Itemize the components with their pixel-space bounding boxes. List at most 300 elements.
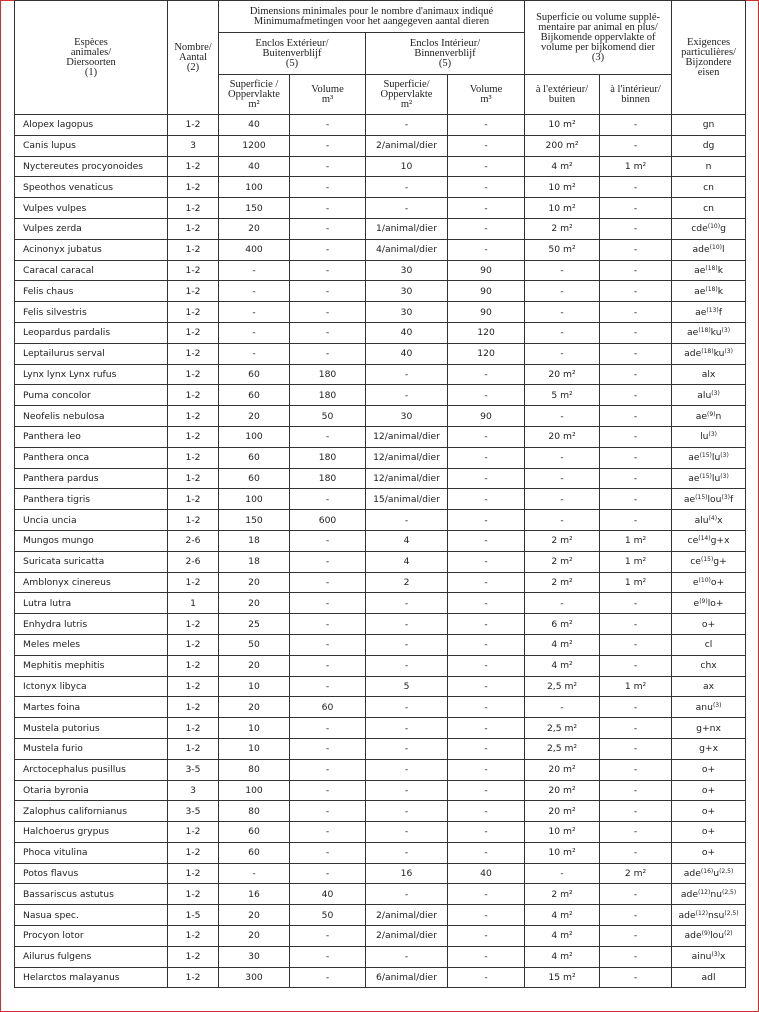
- indoor-surface-cell: -: [366, 614, 448, 635]
- indoor-surface-cell: 16: [366, 863, 448, 884]
- requirements-cell: gn: [672, 115, 746, 136]
- species-cell: Felis silvestris: [15, 302, 168, 323]
- table-row: [15, 842, 746, 863]
- requirement-code: ainu: [691, 951, 712, 963]
- table-row: [15, 593, 746, 614]
- outdoor-surface-cell: 10: [219, 718, 290, 739]
- extra-indoor-cell: -: [600, 177, 672, 198]
- indoor-volume-cell: -: [448, 697, 525, 718]
- count-cell: 1-2: [168, 572, 219, 593]
- footnote-ref: (2,5): [719, 868, 734, 876]
- indoor-volume-cell: -: [448, 926, 525, 947]
- outdoor-surface-cell: 40: [219, 115, 290, 136]
- indoor-surface-cell: 10: [366, 156, 448, 177]
- species-cell: Amblonyx cinereus: [15, 572, 168, 593]
- extra-indoor-cell: 1 m²: [600, 530, 672, 551]
- footnote-ref: (9): [699, 597, 708, 605]
- requirements-header: Exigences particulières/ Bijzondere eisen: [672, 1, 746, 115]
- extra-indoor-cell: -: [600, 634, 672, 655]
- requirement-code: ae: [687, 327, 699, 339]
- species-cell: Procyon lotor: [15, 926, 168, 947]
- requirements-cell: adl: [672, 967, 746, 988]
- indoor-surface-cell: 4/animal/dier: [366, 239, 448, 260]
- indoor-surface-cell: -: [366, 115, 448, 136]
- table-row: [15, 343, 746, 364]
- indoor-volume-cell: -: [448, 593, 525, 614]
- outdoor-volume-cell: -: [290, 655, 366, 676]
- extra-indoor-cell: -: [600, 884, 672, 905]
- extra-indoor-cell: -: [600, 510, 672, 531]
- footnote-ref: (12): [698, 888, 711, 896]
- indoor-volume-cell: -: [448, 135, 525, 156]
- count-header: Nombre/ Aantal (2): [168, 1, 219, 115]
- footnote-ref: (15): [700, 556, 714, 564]
- indoor-surface-cell: -: [366, 385, 448, 406]
- table-row: [15, 822, 746, 843]
- extra-outdoor-cell: 4 m²: [525, 926, 600, 947]
- extra-indoor-cell: -: [600, 115, 672, 136]
- indoor-surface-cell: 30: [366, 406, 448, 427]
- count-cell: 2-6: [168, 530, 219, 551]
- outdoor-surface-cell: 50: [219, 634, 290, 655]
- outdoor-volume-header: Volume m³: [290, 75, 366, 115]
- outdoor-volume-cell: -: [290, 801, 366, 822]
- extra-outdoor-cell: -: [525, 302, 600, 323]
- extra-outdoor-cell: -: [525, 510, 600, 531]
- species-cell: Leptailurus serval: [15, 343, 168, 364]
- count-cell: 1-2: [168, 738, 219, 759]
- outdoor-surface-cell: 10: [219, 738, 290, 759]
- outdoor-volume-cell: -: [290, 759, 366, 780]
- species-cell: Panthera pardus: [15, 468, 168, 489]
- count-cell: 1-5: [168, 905, 219, 926]
- species-cell: Panthera onca: [15, 447, 168, 468]
- indoor-surface-cell: -: [366, 655, 448, 676]
- species-cell: Potos flavus: [15, 863, 168, 884]
- requirement-code: f: [729, 493, 734, 505]
- indoor-volume-cell: -: [448, 510, 525, 531]
- outdoor-surface-cell: 60: [219, 468, 290, 489]
- requirement-code: ade: [680, 888, 698, 900]
- table-row: [15, 406, 746, 427]
- outdoor-volume-cell: 180: [290, 364, 366, 385]
- outdoor-volume-cell: -: [290, 634, 366, 655]
- requirements-cell: [672, 281, 746, 302]
- indoor-surface-cell: -: [366, 364, 448, 385]
- outdoor-volume-cell: -: [290, 718, 366, 739]
- indoor-volume-cell: 120: [448, 322, 525, 343]
- table-row: [15, 260, 746, 281]
- species-cell: Mungos mungo: [15, 530, 168, 551]
- requirements-cell: o+: [672, 780, 746, 801]
- extra-indoor-cell: -: [600, 468, 672, 489]
- requirement-code: lu: [711, 452, 721, 464]
- requirements-cell: o+: [672, 614, 746, 635]
- count-cell: 1-2: [168, 447, 219, 468]
- outdoor-volume-cell: -: [290, 614, 366, 635]
- table-row: [15, 946, 746, 967]
- species-cell: Puma concolor: [15, 385, 168, 406]
- species-cell: Leopardus pardalis: [15, 322, 168, 343]
- count-cell: 1-2: [168, 406, 219, 427]
- extra-outdoor-cell: 20 m²: [525, 364, 600, 385]
- outdoor-surface-cell: -: [219, 863, 290, 884]
- requirement-code: k: [717, 285, 724, 297]
- outdoor-surface-cell: 20: [219, 926, 290, 947]
- count-cell: 1-2: [168, 468, 219, 489]
- outdoor-volume-cell: -: [290, 218, 366, 239]
- footnote-ref: (2): [724, 930, 733, 938]
- requirement-code: lou: [707, 493, 722, 505]
- species-cell: Lynx lynx Lynx rufus: [15, 364, 168, 385]
- indoor-volume-cell: -: [448, 946, 525, 967]
- extra-outdoor-cell: -: [525, 863, 600, 884]
- indoor-surface-cell: -: [366, 738, 448, 759]
- extra-outdoor-cell: 4 m²: [525, 905, 600, 926]
- indoor-volume-cell: -: [448, 115, 525, 136]
- indoor-volume-cell: -: [448, 614, 525, 635]
- outdoor-header: Enclos Extérieur/ Buitenverblijf (5): [219, 33, 366, 75]
- requirements-cell: ax: [672, 676, 746, 697]
- footnote-ref: (13): [706, 306, 719, 314]
- requirement-code: ce: [687, 535, 699, 547]
- requirements-cell: [672, 385, 746, 406]
- indoor-volume-cell: -: [448, 239, 525, 260]
- extra-outdoor-cell: 20 m²: [525, 801, 600, 822]
- extra-outdoor-cell: -: [525, 343, 600, 364]
- indoor-volume-cell: -: [448, 655, 525, 676]
- indoor-surface-cell: 5: [366, 676, 448, 697]
- count-cell: 1-2: [168, 302, 219, 323]
- footnote-ref: (15): [695, 493, 708, 501]
- indoor-volume-cell: -: [448, 634, 525, 655]
- outdoor-surface-cell: 20: [219, 218, 290, 239]
- indoor-volume-cell: -: [448, 156, 525, 177]
- requirement-code: lo+: [707, 597, 724, 609]
- outdoor-volume-cell: -: [290, 967, 366, 988]
- indoor-surface-cell: -: [366, 822, 448, 843]
- table-row: [15, 510, 746, 531]
- requirement-code: ade: [692, 244, 710, 256]
- footnote-ref: (15): [699, 452, 712, 460]
- indoor-volume-cell: 90: [448, 260, 525, 281]
- outdoor-surface-cell: 300: [219, 967, 290, 988]
- species-header: Espèces animales/ Diersoorten (1): [15, 1, 168, 115]
- extra-outdoor-cell: -: [525, 260, 600, 281]
- outdoor-surface-cell: 400: [219, 239, 290, 260]
- species-cell: Canis lupus: [15, 135, 168, 156]
- extra-indoor-cell: -: [600, 655, 672, 676]
- extra-indoor-cell: -: [600, 343, 672, 364]
- requirements-cell: [672, 406, 746, 427]
- requirements-cell: n: [672, 156, 746, 177]
- count-cell: 1: [168, 593, 219, 614]
- count-cell: 1-2: [168, 634, 219, 655]
- requirements-cell: o+: [672, 801, 746, 822]
- extra-outdoor-cell: 15 m²: [525, 967, 600, 988]
- species-cell: Arctocephalus pusillus: [15, 759, 168, 780]
- extra-indoor-cell: -: [600, 842, 672, 863]
- requirements-cell: [672, 863, 746, 884]
- extra-outdoor-cell: -: [525, 593, 600, 614]
- extra-indoor-cell: -: [600, 426, 672, 447]
- requirement-code: ae: [683, 493, 696, 505]
- count-cell: 1-2: [168, 863, 219, 884]
- extra-indoor-cell: -: [600, 967, 672, 988]
- extra-indoor-cell: -: [600, 738, 672, 759]
- count-cell: 3-5: [168, 759, 219, 780]
- table-row: [15, 239, 746, 260]
- extra-outdoor-cell: 10 m²: [525, 842, 600, 863]
- outdoor-surface-cell: 20: [219, 697, 290, 718]
- indoor-volume-cell: -: [448, 468, 525, 489]
- table-row: [15, 364, 746, 385]
- outdoor-volume-cell: -: [290, 156, 366, 177]
- species-cell: Mephitis mephitis: [15, 655, 168, 676]
- indoor-volume-cell: -: [448, 426, 525, 447]
- indoor-surface-cell: -: [366, 177, 448, 198]
- extra-indoor-cell: -: [600, 905, 672, 926]
- indoor-volume-cell: 90: [448, 406, 525, 427]
- outdoor-surface-cell: -: [219, 260, 290, 281]
- table-row: [15, 884, 746, 905]
- requirement-code: alu: [694, 514, 709, 526]
- requirement-code: ku: [710, 327, 722, 339]
- outdoor-volume-cell: -: [290, 343, 366, 364]
- count-cell: 1-2: [168, 718, 219, 739]
- requirements-cell: g+x: [672, 738, 746, 759]
- indoor-volume-cell: -: [448, 385, 525, 406]
- table-row: [15, 655, 746, 676]
- table-row: [15, 926, 746, 947]
- requirement-code: e: [692, 576, 699, 588]
- count-cell: 1-2: [168, 655, 219, 676]
- outdoor-surface-cell: -: [219, 322, 290, 343]
- extra-indoor-cell: 1 m²: [600, 572, 672, 593]
- species-cell: Neofelis nebulosa: [15, 406, 168, 427]
- extra-indoor-cell: -: [600, 281, 672, 302]
- requirement-code: x: [717, 514, 723, 526]
- requirements-cell: g+nx: [672, 718, 746, 739]
- outdoor-surface-cell: 80: [219, 801, 290, 822]
- table-row: [15, 198, 746, 219]
- indoor-surface-cell: 40: [366, 343, 448, 364]
- table-row: [15, 967, 746, 988]
- indoor-surface-cell: -: [366, 634, 448, 655]
- extra-indoor-cell: -: [600, 302, 672, 323]
- indoor-surface-cell: -: [366, 842, 448, 863]
- requirement-code: ade: [683, 868, 701, 880]
- outdoor-surface-cell: 20: [219, 406, 290, 427]
- indoor-surface-cell: 4: [366, 530, 448, 551]
- requirements-cell: [672, 510, 746, 531]
- outdoor-volume-cell: -: [290, 530, 366, 551]
- table-row: [15, 156, 746, 177]
- footnote-ref: (10): [698, 576, 711, 584]
- indoor-surface-cell: 6/animal/dier: [366, 967, 448, 988]
- species-cell: Vulpes zerda: [15, 218, 168, 239]
- requirements-cell: [672, 905, 746, 926]
- extra-indoor-cell: -: [600, 406, 672, 427]
- extra-outdoor-cell: 20 m²: [525, 780, 600, 801]
- extra-indoor-cell: -: [600, 718, 672, 739]
- count-cell: 1-2: [168, 884, 219, 905]
- count-cell: 1-2: [168, 822, 219, 843]
- count-cell: 1-2: [168, 156, 219, 177]
- requirements-cell: [672, 946, 746, 967]
- indoor-surface-cell: 4: [366, 551, 448, 572]
- extra-outdoor-cell: 4 m²: [525, 156, 600, 177]
- footnote-ref: (3): [711, 389, 720, 397]
- indoor-volume-header: Volume m³: [448, 75, 525, 115]
- table-row: [15, 905, 746, 926]
- outdoor-surface-cell: -: [219, 343, 290, 364]
- extra-outdoor-cell: 2,5 m²: [525, 676, 600, 697]
- indoor-surface-cell: -: [366, 946, 448, 967]
- species-cell: Ailurus fulgens: [15, 946, 168, 967]
- outdoor-volume-cell: -: [290, 426, 366, 447]
- outdoor-surface-cell: 150: [219, 198, 290, 219]
- requirement-code: l: [721, 244, 725, 256]
- outdoor-surface-cell: 30: [219, 946, 290, 967]
- requirement-code: x: [720, 951, 726, 963]
- species-cell: Alopex lagopus: [15, 115, 168, 136]
- extra-outdoor-cell: -: [525, 697, 600, 718]
- outdoor-surface-cell: 1200: [219, 135, 290, 156]
- count-cell: 1-2: [168, 614, 219, 635]
- footnote-ref: (3): [720, 452, 729, 460]
- extra-indoor-cell: -: [600, 801, 672, 822]
- footnote-ref: (18): [701, 348, 714, 356]
- extra-indoor-cell: -: [600, 489, 672, 510]
- species-cell: Martes foina: [15, 697, 168, 718]
- extra-outdoor-cell: 2 m²: [525, 530, 600, 551]
- outdoor-volume-cell: -: [290, 198, 366, 219]
- count-cell: 1-2: [168, 218, 219, 239]
- indoor-surface-cell: -: [366, 198, 448, 219]
- outdoor-surface-cell: 18: [219, 530, 290, 551]
- footnote-ref: (18): [705, 264, 718, 272]
- requirements-cell: [672, 426, 746, 447]
- extra-outdoor-header: à l'extérieur/ buiten: [525, 75, 600, 115]
- requirements-cell: cl: [672, 634, 746, 655]
- indoor-volume-cell: -: [448, 530, 525, 551]
- count-cell: 3: [168, 135, 219, 156]
- indoor-surface-cell: 2/animal/dier: [366, 905, 448, 926]
- indoor-volume-cell: 90: [448, 302, 525, 323]
- requirements-cell: alx: [672, 364, 746, 385]
- indoor-surface-cell: 2: [366, 572, 448, 593]
- table-row: [15, 718, 746, 739]
- species-cell: Nyctereutes procyonoides: [15, 156, 168, 177]
- table-row: [15, 135, 746, 156]
- extra-outdoor-cell: 5 m²: [525, 385, 600, 406]
- species-cell: Felis chaus: [15, 281, 168, 302]
- requirement-code: ae: [688, 452, 700, 464]
- requirement-code: cde: [691, 223, 708, 235]
- extra-indoor-cell: 1 m²: [600, 676, 672, 697]
- outdoor-volume-cell: -: [290, 322, 366, 343]
- requirement-code: ku: [713, 348, 725, 360]
- table-row: [15, 302, 746, 323]
- outdoor-volume-cell: 180: [290, 385, 366, 406]
- requirement-code: f: [718, 306, 722, 318]
- outdoor-surface-cell: 100: [219, 780, 290, 801]
- outdoor-surface-cell: 25: [219, 614, 290, 635]
- requirement-code: ae: [695, 410, 708, 422]
- indoor-volume-cell: -: [448, 447, 525, 468]
- table-row: [15, 634, 746, 655]
- extra-indoor-cell: -: [600, 946, 672, 967]
- outdoor-volume-cell: -: [290, 489, 366, 510]
- table-row: [15, 281, 746, 302]
- table-row: [15, 738, 746, 759]
- count-cell: 1-2: [168, 967, 219, 988]
- table-row: [15, 551, 746, 572]
- extra-indoor-cell: -: [600, 198, 672, 219]
- species-cell: Phoca vitulina: [15, 842, 168, 863]
- requirements-cell: [672, 530, 746, 551]
- outdoor-volume-cell: 180: [290, 468, 366, 489]
- outdoor-volume-cell: -: [290, 260, 366, 281]
- count-cell: 3: [168, 780, 219, 801]
- requirement-code: g+x: [710, 535, 730, 547]
- outdoor-volume-cell: 50: [290, 406, 366, 427]
- outdoor-volume-cell: 40: [290, 884, 366, 905]
- footnote-ref: (3): [720, 472, 729, 480]
- footnote-ref: (3): [712, 701, 722, 709]
- extra-outdoor-cell: 4 m²: [525, 634, 600, 655]
- indoor-surface-cell: -: [366, 593, 448, 614]
- species-cell: Speothos venaticus: [15, 177, 168, 198]
- indoor-surface-cell: 1/animal/dier: [366, 218, 448, 239]
- extra-outdoor-cell: -: [525, 281, 600, 302]
- count-cell: 1-2: [168, 426, 219, 447]
- extra-outdoor-cell: -: [525, 447, 600, 468]
- extra-indoor-cell: -: [600, 926, 672, 947]
- indoor-volume-cell: 40: [448, 863, 525, 884]
- outdoor-surface-cell: 60: [219, 364, 290, 385]
- indoor-surface-cell: 30: [366, 260, 448, 281]
- extra-outdoor-cell: 2 m²: [525, 572, 600, 593]
- requirement-code: ade: [684, 348, 702, 360]
- species-cell: Bassariscus astutus: [15, 884, 168, 905]
- footnote-ref: (3): [721, 327, 731, 335]
- extra-outdoor-cell: -: [525, 406, 600, 427]
- count-cell: 1-2: [168, 926, 219, 947]
- outdoor-surface-cell: 18: [219, 551, 290, 572]
- indoor-surface-cell: -: [366, 697, 448, 718]
- footnote-ref: (9): [701, 930, 711, 938]
- requirements-cell: chx: [672, 655, 746, 676]
- indoor-volume-cell: -: [448, 822, 525, 843]
- requirement-code: ae: [694, 264, 706, 276]
- outdoor-surface-cell: 60: [219, 842, 290, 863]
- requirements-cell: [672, 884, 746, 905]
- extra-indoor-cell: -: [600, 385, 672, 406]
- outdoor-surface-cell: 150: [219, 510, 290, 531]
- species-cell: Mustela putorius: [15, 718, 168, 739]
- indoor-volume-cell: -: [448, 905, 525, 926]
- outdoor-volume-cell: -: [290, 863, 366, 884]
- outdoor-surface-cell: 60: [219, 385, 290, 406]
- table-row: [15, 759, 746, 780]
- extra-indoor-cell: -: [600, 822, 672, 843]
- indoor-volume-cell: 120: [448, 343, 525, 364]
- table-row: [15, 468, 746, 489]
- species-cell: Uncia uncia: [15, 510, 168, 531]
- indoor-volume-cell: -: [448, 780, 525, 801]
